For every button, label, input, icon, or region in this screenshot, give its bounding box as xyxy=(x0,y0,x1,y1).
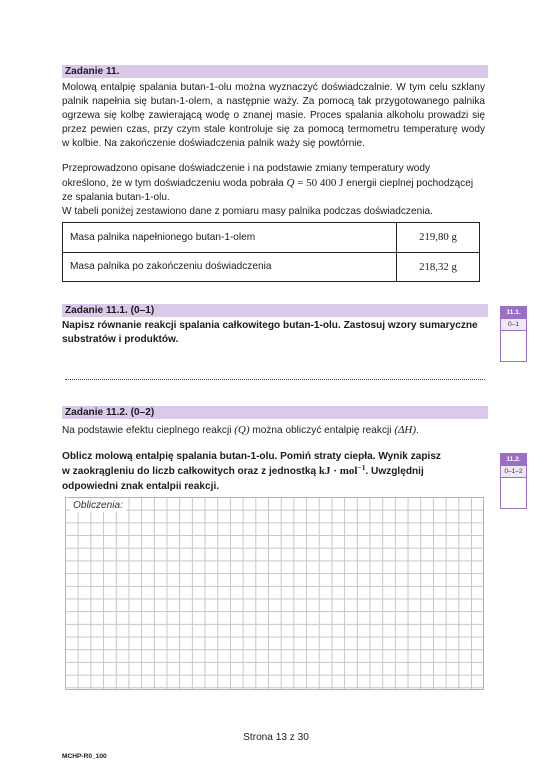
heat-value: = 50 400 J xyxy=(297,177,344,189)
score-box-range: 0–1–2 xyxy=(501,466,526,478)
table-cell-value: 218,32 g xyxy=(397,252,480,282)
score-box-label: 11.2. xyxy=(501,454,526,466)
heat-symbol: Q xyxy=(286,177,295,189)
instruction-line: odpowiedni znak entalpii reakcji. xyxy=(62,481,220,492)
task-11-header-bar xyxy=(62,65,488,78)
context-text: . xyxy=(416,425,419,436)
burner-mass-table xyxy=(62,222,480,282)
task-11-1-header-bar xyxy=(62,304,488,317)
instruction-line: Napisz równanie reakcji spalania całkowitego butan-1-olu. Zastosuj wzory sumaryczne xyxy=(62,320,478,331)
task-11-title: Zadanie 11. xyxy=(65,66,120,77)
score-box-range: 0–1 xyxy=(501,319,526,331)
intro-line: ogrzewa się kolbę zawierającą wodę o znanej masie. Proces spalania alkoholu prowadzi się xyxy=(62,110,485,121)
instruction-line: Oblicz molową entalpię spalania butan-1-olu. Pomiń straty ciepła. Wynik zapisz xyxy=(62,451,441,462)
task-11-intro xyxy=(62,81,485,151)
instruction-text: . Uwzględnij xyxy=(365,466,424,477)
unit-base: kJ · mol xyxy=(318,465,358,477)
instruction-text: w zaokrągleniu do liczb całkowitych oraz z jednostką xyxy=(62,466,317,477)
page-number: Strona 13 z 30 xyxy=(243,732,309,743)
table-cell-label: Masa palnika po zakończeniu doświadczenia xyxy=(63,252,397,282)
answer-dotted-line xyxy=(65,379,485,380)
heat-symbol: (Q) xyxy=(234,424,250,436)
context-text: Na podstawie efektu cieplnego reakcji xyxy=(62,425,232,436)
table-cell-value: 219,80 g xyxy=(397,223,480,253)
energy-line-text: energii cieplnej pochodzącej xyxy=(346,178,474,189)
intro-line: przez pewien czas, przy czym stale kontroluje się za pomocą termometru temperaturę wody xyxy=(62,124,485,135)
score-box-empty-cell xyxy=(501,331,526,361)
context-text: można obliczyć entalpię reakcji xyxy=(252,425,392,436)
score-box-label: 11.1. xyxy=(501,307,526,319)
context-line xyxy=(62,423,485,438)
calculations-label: Obliczenia: xyxy=(70,499,126,512)
table-cell-label: Masa palnika napełnionego butan-1-olem xyxy=(63,223,397,253)
unit-formula xyxy=(319,465,366,477)
intro-line: Molową entalpię spalania butan-1-olu można wyznaczyć doświadczalnie. W tym celu szklany xyxy=(62,82,485,93)
energy-line xyxy=(62,176,485,191)
table-row xyxy=(63,223,480,253)
enthalpy-symbol: (ΔH) xyxy=(394,424,417,436)
intro-line: palnik napełnia się butan-1-olem, a następnie waży. Za pomocą tak przygotowanego palnika xyxy=(62,96,485,107)
unit-exponent: −1 xyxy=(357,463,366,472)
experiment-line: ze spalania butan-1-olu. xyxy=(62,192,170,203)
calculations-grid xyxy=(65,497,484,690)
instruction-line xyxy=(62,464,485,479)
energy-line-text: określono, że w tym doświadczeniu woda pobrała xyxy=(62,178,284,189)
experiment-line: W tabeli poniżej zestawiono dane z pomiaru masy palnika podczas doświadczenia. xyxy=(62,206,433,217)
task-11-2-title: Zadanie 11.2. (0–2) xyxy=(65,407,155,418)
score-box-empty-cell xyxy=(501,478,526,508)
task-11-2-context xyxy=(62,423,485,438)
task-11-1-instruction xyxy=(62,319,485,347)
task-11-2-header-bar xyxy=(62,406,488,419)
experiment-line: Przeprowadzono opisane doświadczenie i na podstawie zmiany temperatury wody xyxy=(62,163,431,174)
score-box-11-1 xyxy=(500,306,527,362)
score-box-11-2 xyxy=(500,453,527,509)
exam-code: MCHP-R0_100 xyxy=(62,753,107,760)
experiment-description xyxy=(62,162,485,219)
intro-line: w kolbie. Na zakończenie doświadczenia palnik waży się powtórnie. xyxy=(62,138,365,149)
task-11-1-title: Zadanie 11.1. (0–1) xyxy=(65,305,155,316)
task-11-2-instruction xyxy=(62,449,485,494)
table-row xyxy=(63,252,480,282)
instruction-line: substratów i produktów. xyxy=(62,334,179,345)
